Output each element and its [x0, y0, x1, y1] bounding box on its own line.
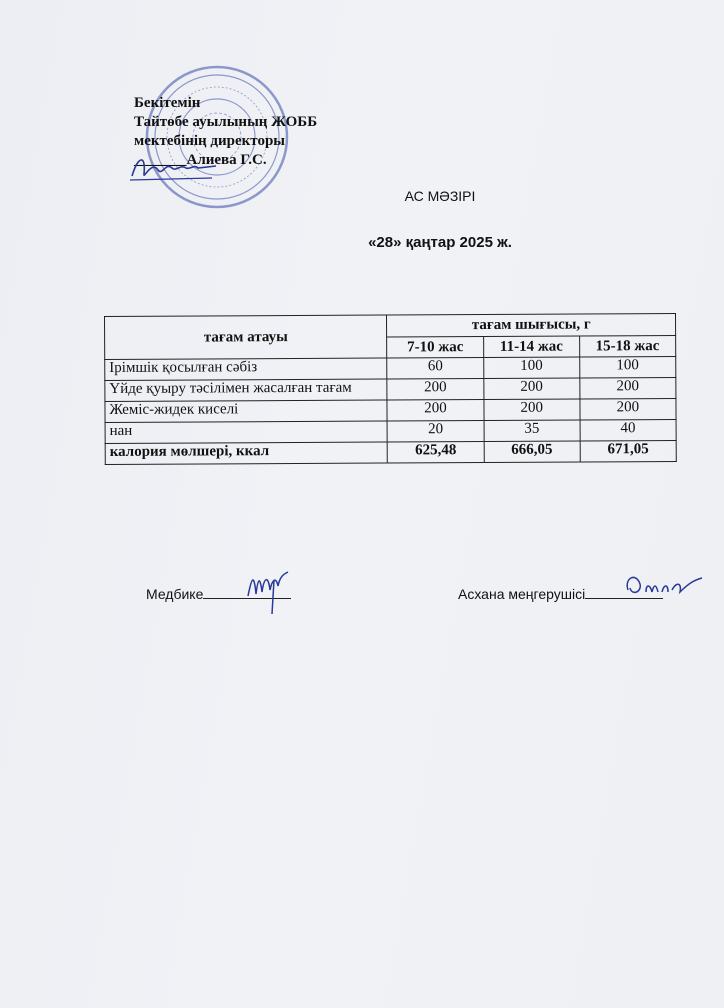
director-signature [128, 150, 220, 186]
total-label: калория мөлшері, ккал [105, 442, 388, 464]
portion-value: 200 [387, 379, 483, 401]
menu-date: «28» қаңтар 2025 ж. [368, 234, 512, 251]
portion-value: 200 [483, 378, 579, 400]
menu-title: АС МӘЗІРІ [404, 188, 476, 204]
calorie-value: 625,48 [388, 442, 484, 464]
portion-value: 100 [580, 357, 676, 379]
calorie-value: 666,05 [484, 441, 580, 463]
table-row [105, 420, 676, 444]
director-position: мектебінің директоры [134, 133, 286, 149]
header-dish-name: тағам атауы [105, 315, 388, 359]
portion-value: 40 [580, 420, 676, 442]
table-row [105, 378, 676, 402]
header-age-7-10: 7-10 жас [387, 337, 483, 359]
portion-value: 200 [387, 400, 483, 422]
portion-value: 200 [484, 399, 580, 421]
dish-name: нан [105, 421, 388, 443]
header-output: тағам шығысы, г [387, 314, 676, 338]
portion-value: 200 [580, 399, 676, 421]
menu-table [104, 313, 677, 465]
calorie-value: 671,05 [580, 441, 676, 463]
signature-line: _______ [134, 152, 187, 168]
table-row [105, 399, 676, 423]
approval-title: Бекітемін [134, 95, 201, 111]
header-age-15-18: 15-18 жас [579, 336, 675, 358]
cook-label: Асхана меңгерушісі [458, 586, 586, 602]
director-name: Алиева Г.С. [186, 152, 267, 168]
dish-name: Ірімшік қосылған сәбіз [105, 358, 388, 380]
cook-signature [622, 570, 712, 606]
portion-value: 60 [387, 358, 483, 380]
header-age-11-14: 11-14 жас [483, 336, 579, 358]
portion-value: 200 [580, 378, 676, 400]
medic-signature [244, 566, 290, 618]
dish-name: Жеміс-жидек киселі [105, 400, 388, 422]
school-name: Тайтөбе ауылының ЖОББ [134, 114, 318, 130]
dish-name: Үйде қуыру тәсілімен жасалған тағам [105, 379, 388, 401]
portion-value: 20 [388, 421, 484, 443]
total-row [105, 441, 676, 465]
medic-label: Медбике [146, 586, 204, 602]
table-row [105, 357, 676, 381]
portion-value: 100 [483, 357, 579, 379]
portion-value: 35 [484, 420, 580, 442]
